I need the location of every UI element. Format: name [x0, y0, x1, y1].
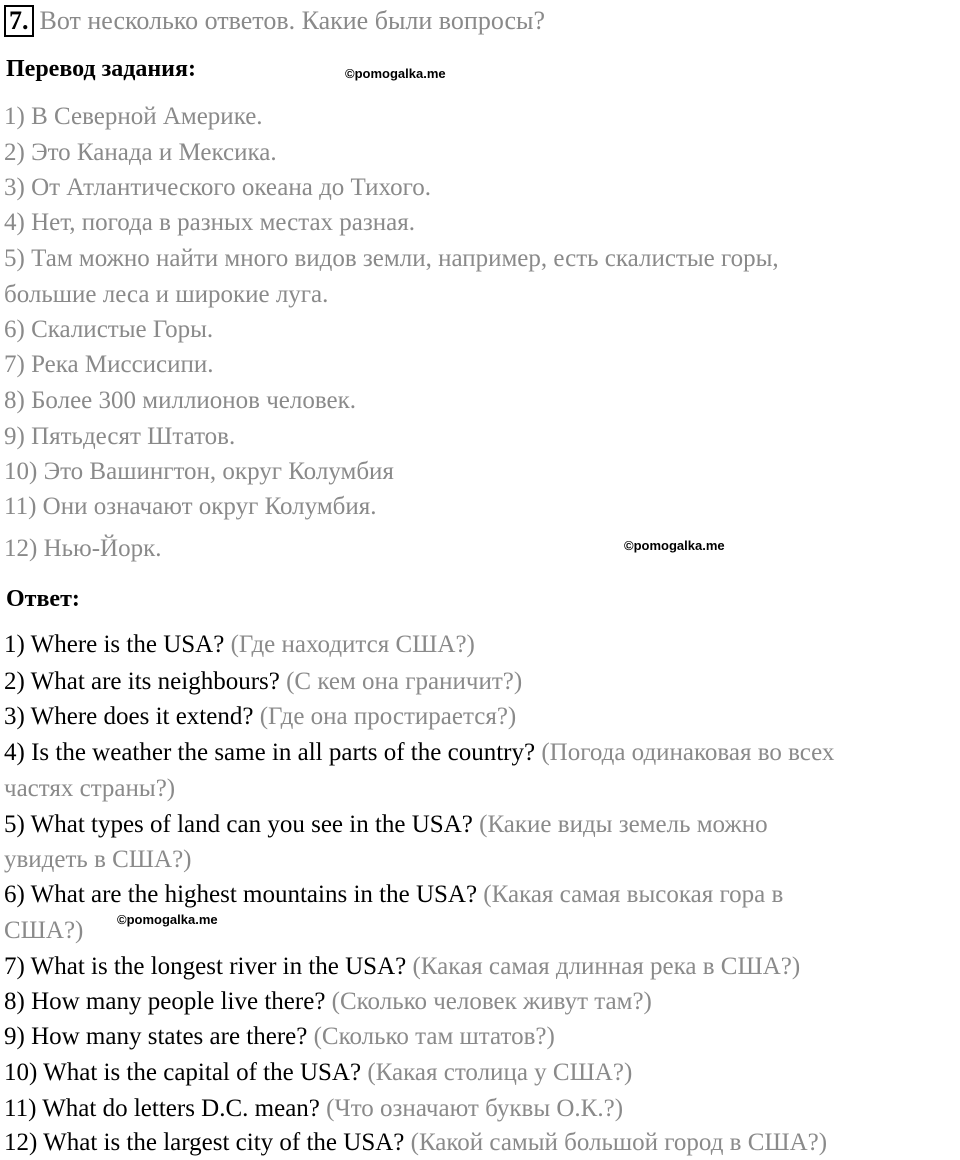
translation-line: 12) Нью-Йорк.	[4, 535, 162, 562]
translation-line: 1) В Северной Америке.	[4, 103, 263, 130]
answer-item	[4, 810, 768, 840]
question-translation-cont: частях страны?)	[4, 775, 176, 802]
translation-line: 7) Река Миссисипи.	[4, 351, 214, 378]
question-translation: (Какая самая высокая гора в	[483, 881, 784, 908]
answer-item	[4, 738, 834, 768]
task-header	[4, 4, 545, 38]
question-translation: (Что означают буквы О.К.?)	[326, 1095, 624, 1122]
answer-item	[4, 702, 516, 732]
question-text: 2) What are its neighbours?	[4, 668, 287, 695]
translation-line: 4) Нет, погода в разных местах разная.	[4, 209, 415, 236]
question-translation: (Какие виды земель можно	[479, 811, 768, 838]
answer-item	[4, 1022, 555, 1052]
translation-heading: Перевод задания:	[6, 56, 196, 82]
question-translation: (Какой самый большой город в США?)	[410, 1129, 828, 1156]
question-translation-cont: США?)	[4, 917, 84, 944]
question-text: 3) Where does it extend?	[4, 703, 260, 730]
translation-line: большие леса и широкие луга.	[4, 281, 329, 308]
watermark: ©pomogalka.me	[345, 66, 446, 81]
translation-line: 11) Они означают округ Колумбия.	[4, 493, 377, 520]
question-text: 4) Is the weather the same in all parts of the country?	[4, 739, 542, 766]
question-text: 12) What is the largest city of the USA?	[4, 1129, 411, 1156]
answer-item	[4, 987, 652, 1017]
answer-item	[4, 667, 522, 697]
answer-item	[4, 630, 475, 660]
task-instruction: Вот несколько ответов. Какие были вопросы?	[39, 6, 546, 35]
answer-item	[4, 1058, 632, 1088]
question-translation: (Сколько там штатов?)	[313, 1023, 555, 1050]
answer-item	[4, 1094, 623, 1124]
question-text: 8) How many people live there?	[4, 988, 332, 1015]
question-translation-cont: увидеть в США?)	[4, 846, 192, 873]
translation-line: 8) Более 300 миллионов человек.	[4, 387, 357, 414]
answer-item	[4, 952, 800, 982]
question-text: 6) What are the highest mountains in the USA?	[4, 881, 484, 908]
translation-line: 10) Это Вашингтон, округ Колумбия	[4, 458, 394, 485]
question-text: 9) How many states are there?	[4, 1023, 314, 1050]
question-text: 5) What types of land can you see in the USA?	[4, 811, 480, 838]
question-text: 10) What is the capital of the USA?	[4, 1059, 368, 1086]
translation-line: 9) Пятьдесят Штатов.	[4, 423, 236, 450]
question-translation: (С кем она граничит?)	[286, 668, 523, 695]
question-translation: (Какая самая длинная река в США?)	[412, 953, 801, 980]
answer-heading: Ответ:	[6, 586, 80, 612]
translation-line: 2) Это Канада и Мексика.	[4, 139, 277, 166]
question-translation: (Где находится США?)	[230, 631, 475, 658]
answer-item	[4, 880, 783, 910]
question-translation: (Сколько человек живут там?)	[331, 988, 652, 1015]
question-text: 1) Where is the USA?	[4, 631, 231, 658]
question-translation: (Погода одинаковая во всех	[541, 739, 835, 766]
watermark: ©pomogalka.me	[117, 912, 218, 927]
translation-line: 6) Скалистые Горы.	[4, 316, 214, 343]
translation-line: 5) Там можно найти много видов земли, например, есть скалистые горы,	[4, 245, 779, 272]
question-translation: (Какая столица у США?)	[367, 1059, 633, 1086]
answer-item	[4, 1128, 827, 1158]
watermark: ©pomogalka.me	[624, 538, 725, 553]
question-translation: (Где она простирается?)	[259, 703, 517, 730]
task-number: 7.	[4, 5, 34, 37]
question-text: 11) What do letters D.C. mean?	[4, 1095, 327, 1122]
question-text: 7) What is the longest river in the USA?	[4, 953, 413, 980]
translation-line: 3) От Атлантического океана до Тихого.	[4, 174, 431, 201]
